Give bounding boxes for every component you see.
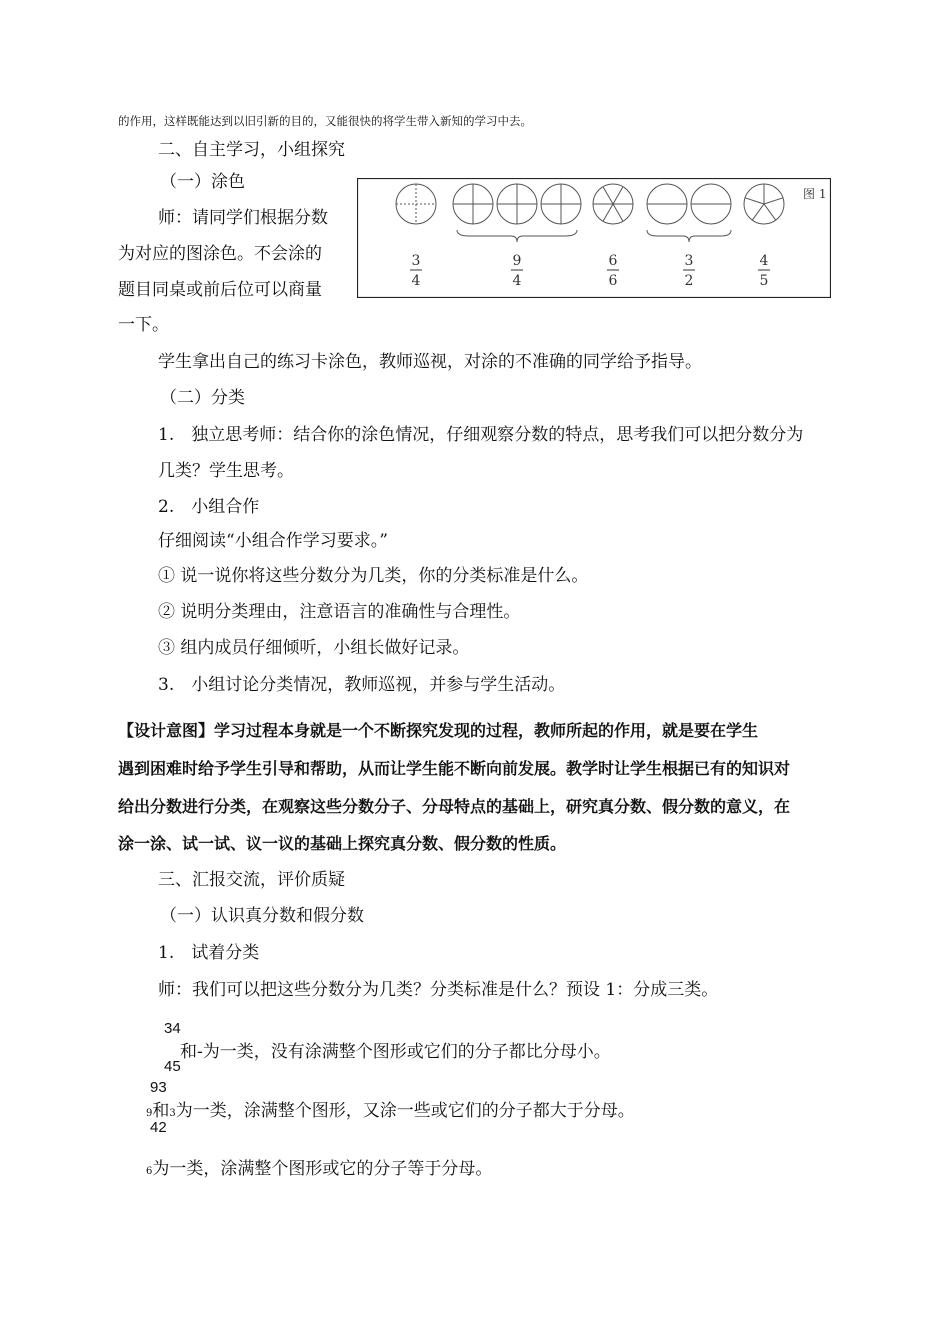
requirement-3: ③ 组内成员仔细倾听，小组长做好记录。 — [158, 638, 470, 658]
group-3-line — [146, 1157, 492, 1184]
teacher-line-4: 一下。 — [118, 315, 169, 335]
fraction-figure — [357, 178, 831, 298]
group-2-denominators: 42 — [150, 1119, 167, 1136]
circle-quarters-1 — [396, 184, 436, 224]
group-2-and: 和 — [152, 1101, 170, 1121]
subsection-proper-improper-title: （一）认识真分数和假分数 — [160, 906, 364, 926]
section-2-title: 二、自主学习，小组探究 — [158, 140, 345, 160]
teacher-question: 师：我们可以把这些分数分为几类？分类标准是什么？预设 1：分成三类。 — [158, 980, 719, 1000]
teacher-line-3: 题目同桌或前后位可以商量 — [118, 280, 322, 300]
fraction-5-denominator: 5 — [759, 273, 769, 289]
design-intent-line-4: 涂一涂、试一试、议一议的基础上探究真分数、假分数的性质。 — [118, 834, 567, 853]
fraction-3-numerator: 6 — [608, 253, 618, 269]
group-3-description: 为一类，涂满整个图形或它的分子等于分母。 — [152, 1159, 493, 1179]
requirement-2: ② 说明分类理由，注意语言的准确性与合理性。 — [158, 602, 521, 622]
requirement-1: ① 说一说你将这些分数分为几类，你的分类标准是什么。 — [158, 566, 589, 586]
design-intent-line-3: 给出分数进行分类，在观察这些分数分子、分母特点的基础上，研究真分数、假分数的意义，在 — [118, 797, 791, 816]
design-intent-line-1: 【设计意图】学习过程本身就是一个不断探究发现的过程，教师所起的作用，就是要在学生 — [118, 721, 759, 740]
teacher-line-1: 师：请同学们根据分数 — [158, 208, 328, 228]
fraction-3-denominator: 6 — [608, 273, 618, 289]
fraction-5-numerator: 4 — [759, 253, 769, 269]
circle-quarters-3 — [497, 184, 537, 224]
continuation-text: 的作用，这样既能达到以旧引新的目的，又能很快的将学生带入新知的学习中去。 — [118, 114, 532, 128]
fraction-4-numerator: 3 — [684, 253, 694, 269]
student-activity-line: 学生拿出自己的练习卡涂色，教师巡视，对涂的不准确的同学给予指导。 — [158, 352, 702, 372]
teacher-line-2: 为对应的图涂色。不会涂的 — [118, 244, 322, 264]
group-1-description: 和-为一类，没有涂满整个图形或它们的分子都比分母小。 — [180, 1042, 611, 1062]
fraction-4-denominator: 2 — [684, 273, 694, 289]
design-intent-line-2: 遇到困难时给予学生引导和帮助，从而让学生能不断向前发展。教学时让学生根据已有的知识对 — [118, 759, 791, 778]
circle-quarters-2 — [453, 184, 493, 224]
figure-label: 图 1 — [803, 187, 827, 201]
group-1-denominators: 45 — [164, 1058, 181, 1075]
item-3: 3. 小组讨论分类情况，教师巡视，并参与学生活动。 — [158, 675, 566, 695]
fraction-2-denominator: 4 — [512, 273, 522, 289]
group-2-sup-2: 3 — [169, 1108, 176, 1119]
fraction-1-numerator: 3 — [411, 253, 421, 269]
item-1-line-a: 1. 独立思考师：结合你的涂色情况，仔细观察分数的特点，思考我们可以把分数分为 — [158, 425, 804, 445]
fraction-2-numerator: 9 — [512, 253, 522, 269]
group-2-numerators: 93 — [150, 1079, 167, 1096]
item-try-classify: 1. 试着分类 — [158, 943, 260, 963]
group-2-description: 为一类，涂满整个图形，又涂一些或它们的分子都大于分母。 — [175, 1101, 635, 1121]
item-2: 2. 小组合作 — [158, 497, 260, 517]
read-requirements-line: 仔细阅读“小组合作学习要求。” — [158, 531, 388, 551]
group-2-sup-1: 9 — [146, 1108, 153, 1119]
group-3-sup: 6 — [146, 1166, 153, 1177]
fraction-1-denominator: 4 — [411, 273, 421, 289]
item-1-line-b: 几类？学生思考。 — [158, 461, 294, 481]
subsection-coloring-title: （一）涂色 — [160, 172, 245, 192]
section-3-title: 三、汇报交流，评价质疑 — [158, 870, 345, 890]
group-2-line — [146, 1099, 635, 1126]
subsection-classify-title: （二）分类 — [160, 388, 245, 408]
circle-quarters-4 — [541, 184, 581, 224]
group-1-numerators: 34 — [164, 1020, 181, 1037]
